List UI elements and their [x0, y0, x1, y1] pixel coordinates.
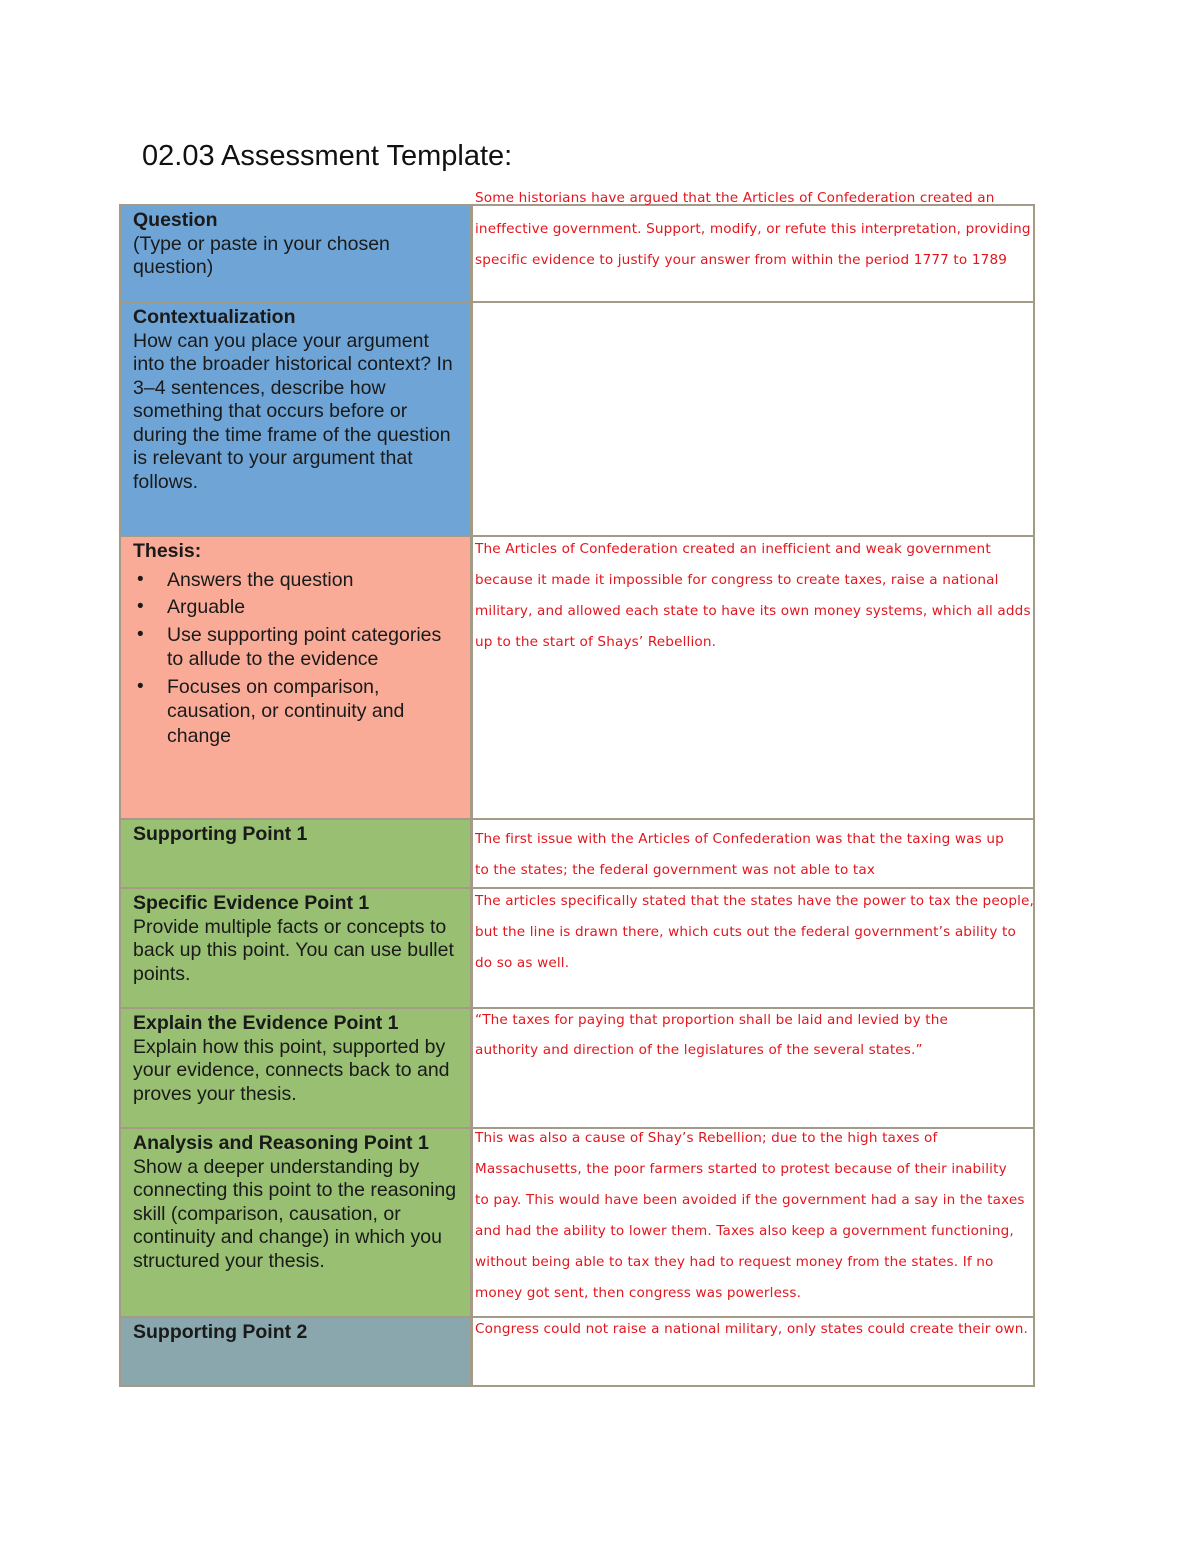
context-body: How can you place your argument into the broader historical context? In 3–4 sentences, describe how something that occurs before or during the time frame of the question is relevant to your argument that follows. [133, 329, 453, 493]
page-title: 02.03 Assessment Template: [142, 140, 513, 172]
thesis-criterion: • Use supporting point categories to allude to the evidence [167, 623, 460, 672]
thesis-criterion: • Focuses on comparison, causation, or continuity and change [167, 675, 460, 749]
evidence1-answer[interactable]: The articles specifically stated that the states have the power to tax the people, but the line is drawn there, which cuts out the federal government’s ability to do so as well. [475, 893, 1035, 971]
column-divider [471, 204, 473, 1387]
support2-answer[interactable]: Congress could not raise a national military, only states could create their own. [475, 1321, 1028, 1337]
explain1-heading: Explain the Evidence Point 1 [133, 1012, 399, 1034]
support1-heading: Supporting Point 1 [133, 823, 308, 845]
explain1-answer[interactable]: “The taxes for paying that proportion shall be laid and levied by the authority and direction of the legislatures of the several states.” [475, 1012, 948, 1058]
evidence1-heading: Specific Evidence Point 1 [133, 892, 370, 914]
explain1-body: Explain how this point, supported by your evidence, connects back to and proves your thesis. [133, 1035, 450, 1105]
support1-answer[interactable]: The first issue with the Articles of Confederation was that the taxing was up to the states; the federal government was not able to tax [475, 831, 1004, 878]
thesis-heading: Thesis: [133, 540, 202, 562]
row-divider [119, 818, 1035, 820]
evidence1-body: Provide multiple facts or concepts to back up this point. You can use bullet points. [133, 915, 454, 985]
support2-heading: Supporting Point 2 [133, 1321, 308, 1343]
analysis1-body: Show a deeper understanding by connecting this point to the reasoning skill (comparison, causation, or continuity and change) in which you structured your thesis. [133, 1155, 457, 1272]
analysis1-answer[interactable]: This was also a cause of Shay’s Rebellion; due to the high taxes of Massachusetts, the poor farmers started to protest because of their inability to pay. This would have been avoided if the government had a say in the taxes and had the ability to lower them. Taxes also keep a government functioning, without being able to tax they had to request money from the states. If no money got sent, then congress was powerless. [475, 1130, 1025, 1301]
thesis-criterion: • Answers the question [167, 568, 460, 593]
row-divider [119, 301, 1035, 303]
context-heading: Contextualization [133, 306, 296, 328]
question-answer[interactable]: Some historians have argued that the Articles of Confederation created an ineffective government. Support, modify, or refute this interpretation, providing specific evidence to justify your answer from within the period 1777 to 1789 [475, 190, 1031, 268]
question-heading: Question [133, 209, 218, 231]
thesis-criterion: • Arguable [167, 595, 460, 620]
analysis1-heading: Analysis and Reasoning Point 1 [133, 1132, 429, 1154]
thesis-answer[interactable]: The Articles of Confederation created an inefficient and weak government because it made it impossible for congress to create taxes, raise a national military, and allowed each state to have its own money systems, which all adds up to the start of Shays’ Rebellion. [475, 541, 1031, 650]
question-body: (Type or paste in your chosen question) [133, 232, 390, 278]
